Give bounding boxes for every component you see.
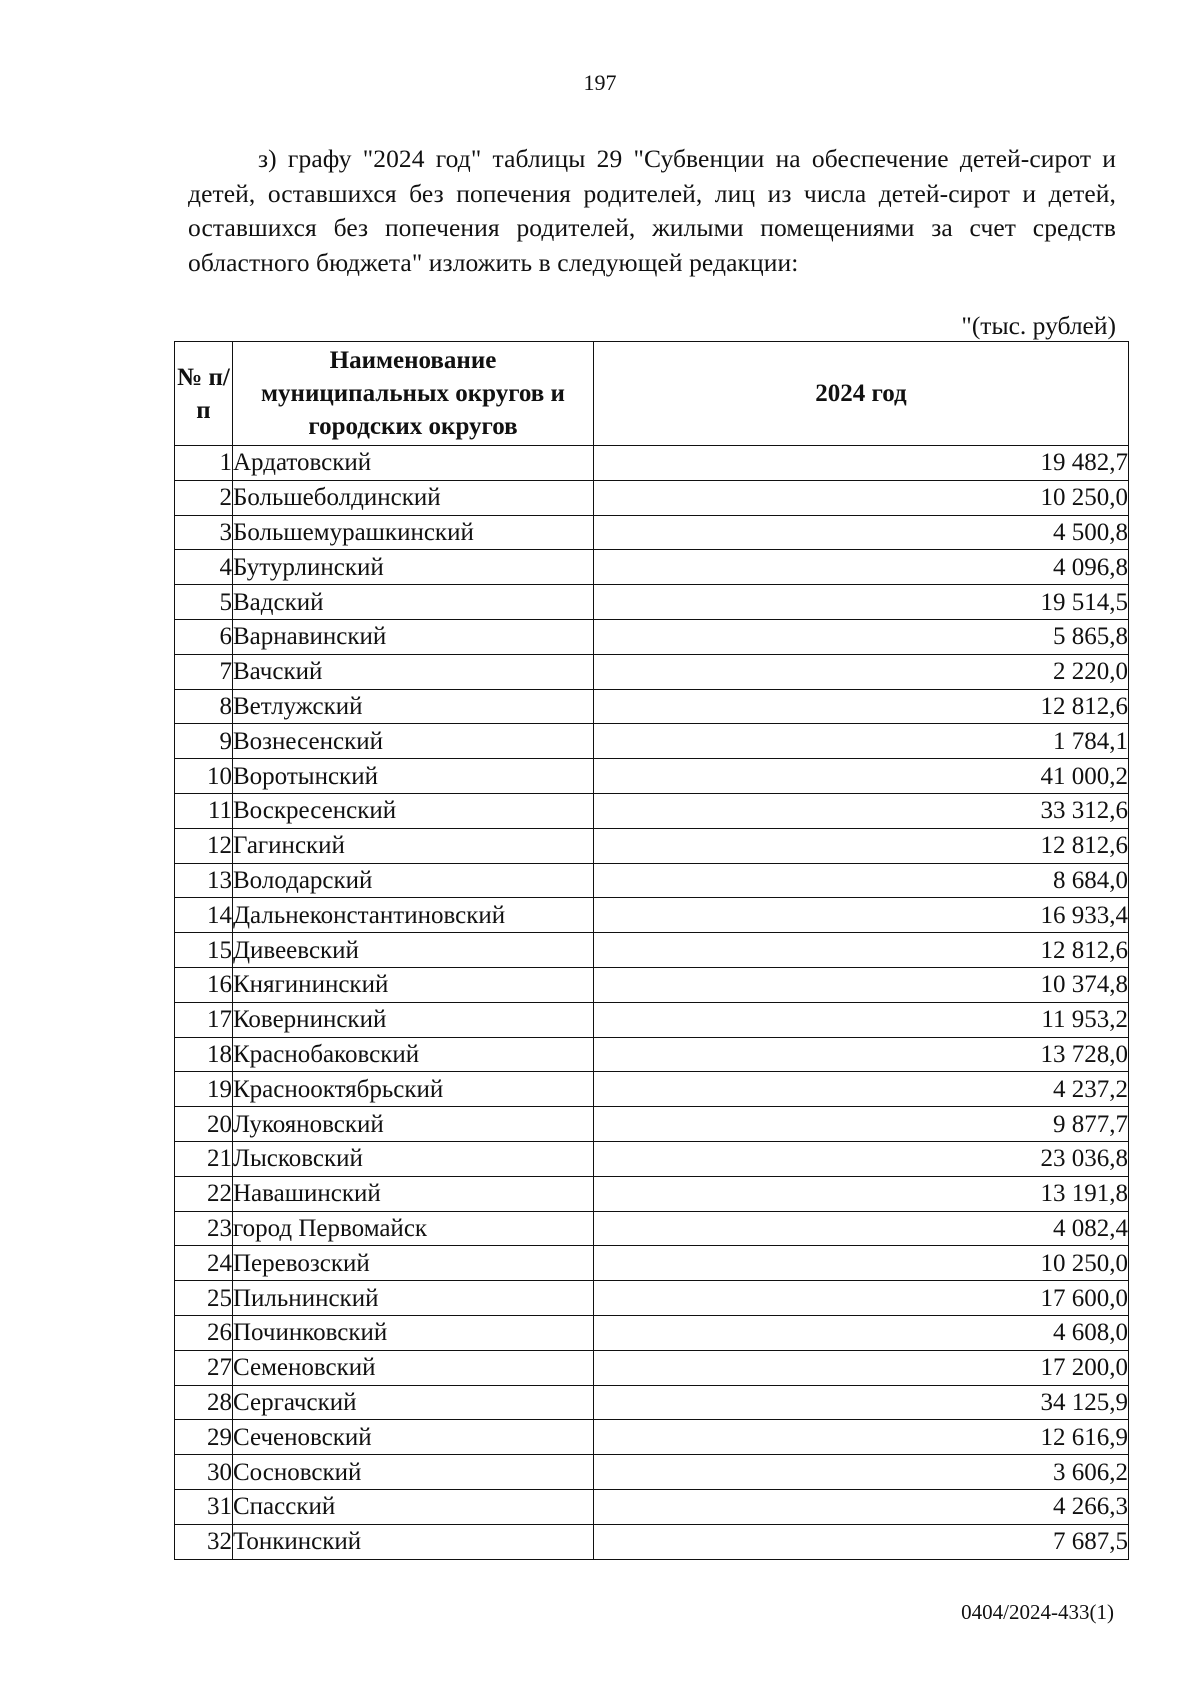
municipality-name: Семеновский — [233, 1350, 594, 1385]
table-row — [175, 793, 1129, 828]
amount-2024: 10 374,8 — [594, 967, 1129, 1002]
municipality-name: Дальнеконстантиновский — [233, 898, 594, 933]
row-number: 9 — [175, 724, 233, 759]
header-num: № п/п — [175, 342, 233, 446]
row-number: 8 — [175, 689, 233, 724]
row-number: 21 — [175, 1141, 233, 1176]
table-body — [175, 446, 1129, 1560]
table-row — [175, 933, 1129, 968]
amount-2024: 10 250,0 — [594, 480, 1129, 515]
table-row — [175, 1420, 1129, 1455]
amount-2024: 17 600,0 — [594, 1281, 1129, 1316]
amount-2024: 12 812,6 — [594, 828, 1129, 863]
municipality-name: Воскресенский — [233, 793, 594, 828]
header-value: 2024 год — [594, 342, 1129, 446]
table-row — [175, 1455, 1129, 1490]
table-row — [175, 1072, 1129, 1107]
table-row — [175, 1315, 1129, 1350]
row-number: 19 — [175, 1072, 233, 1107]
amount-2024: 33 312,6 — [594, 793, 1129, 828]
municipality-name: Вознесенский — [233, 724, 594, 759]
header-name: Наименование муниципальных округов и городских округов — [233, 342, 594, 446]
row-number: 30 — [175, 1455, 233, 1490]
amount-2024: 4 096,8 — [594, 550, 1129, 585]
table-row — [175, 1489, 1129, 1524]
municipality-name: Вадский — [233, 585, 594, 620]
table-row — [175, 446, 1129, 481]
row-number: 32 — [175, 1524, 233, 1559]
amount-2024: 17 200,0 — [594, 1350, 1129, 1385]
row-number: 24 — [175, 1246, 233, 1281]
table-row — [175, 1350, 1129, 1385]
municipality-name: Большеболдинский — [233, 480, 594, 515]
amount-2024: 5 865,8 — [594, 619, 1129, 654]
municipality-name: Сосновский — [233, 1455, 594, 1490]
municipality-name: Пильнинский — [233, 1281, 594, 1316]
amount-2024: 23 036,8 — [594, 1141, 1129, 1176]
table-header-row — [175, 342, 1129, 446]
subvention-table — [174, 341, 1129, 1560]
municipality-name: Лукояновский — [233, 1107, 594, 1142]
amount-2024: 10 250,0 — [594, 1246, 1129, 1281]
amount-2024: 3 606,2 — [594, 1455, 1129, 1490]
row-number: 26 — [175, 1315, 233, 1350]
table-row — [175, 515, 1129, 550]
amount-2024: 34 125,9 — [594, 1385, 1129, 1420]
municipality-name: Володарский — [233, 863, 594, 898]
table-row — [175, 724, 1129, 759]
municipality-name: Сергачский — [233, 1385, 594, 1420]
municipality-name: Тонкинский — [233, 1524, 594, 1559]
amount-2024: 9 877,7 — [594, 1107, 1129, 1142]
amount-2024: 11 953,2 — [594, 1002, 1129, 1037]
row-number: 11 — [175, 793, 233, 828]
municipality-name: Воротынский — [233, 759, 594, 794]
amount-2024: 2 220,0 — [594, 654, 1129, 689]
amount-2024: 1 784,1 — [594, 724, 1129, 759]
row-number: 28 — [175, 1385, 233, 1420]
row-number: 4 — [175, 550, 233, 585]
municipality-name: Ардатовский — [233, 446, 594, 481]
amount-2024: 13 728,0 — [594, 1037, 1129, 1072]
row-number: 16 — [175, 967, 233, 1002]
row-number: 27 — [175, 1350, 233, 1385]
amount-2024: 4 608,0 — [594, 1315, 1129, 1350]
municipality-name: Княгининский — [233, 967, 594, 1002]
row-number: 6 — [175, 619, 233, 654]
table-row — [175, 585, 1129, 620]
municipality-name: Ковернинский — [233, 1002, 594, 1037]
row-number: 1 — [175, 446, 233, 481]
table-row — [175, 898, 1129, 933]
table-row — [175, 1037, 1129, 1072]
municipality-name: Сеченовский — [233, 1420, 594, 1455]
municipality-name: Гагинский — [233, 828, 594, 863]
row-number: 22 — [175, 1176, 233, 1211]
table-row — [175, 967, 1129, 1002]
table-row — [175, 689, 1129, 724]
municipality-name: Варнавинский — [233, 619, 594, 654]
amount-2024: 4 266,3 — [594, 1489, 1129, 1524]
table-row — [175, 1524, 1129, 1559]
municipality-name: Навашинский — [233, 1176, 594, 1211]
municipality-name: Краснобаковский — [233, 1037, 594, 1072]
row-number: 23 — [175, 1211, 233, 1246]
table-row — [175, 654, 1129, 689]
document-code: 0404/2024-433(1) — [961, 1600, 1114, 1624]
table-row — [175, 1211, 1129, 1246]
municipality-name: город Первомайск — [233, 1211, 594, 1246]
municipality-name: Дивеевский — [233, 933, 594, 968]
table-row — [175, 619, 1129, 654]
row-number: 5 — [175, 585, 233, 620]
municipality-name: Перевозский — [233, 1246, 594, 1281]
amount-2024: 19 482,7 — [594, 446, 1129, 481]
page-number: 197 — [583, 70, 617, 95]
amount-2024: 12 812,6 — [594, 689, 1129, 724]
table-row — [175, 1246, 1129, 1281]
amount-2024: 19 514,5 — [594, 585, 1129, 620]
units-label: "(тыс. рублей) — [961, 311, 1116, 340]
table-row — [175, 1281, 1129, 1316]
amount-2024: 12 812,6 — [594, 933, 1129, 968]
row-number: 20 — [175, 1107, 233, 1142]
table-row — [175, 759, 1129, 794]
municipality-name: Вачский — [233, 654, 594, 689]
row-number: 15 — [175, 933, 233, 968]
table-row — [175, 550, 1129, 585]
row-number: 31 — [175, 1489, 233, 1524]
amount-2024: 4 082,4 — [594, 1211, 1129, 1246]
amount-2024: 8 684,0 — [594, 863, 1129, 898]
row-number: 29 — [175, 1420, 233, 1455]
municipality-name: Большемурашкинский — [233, 515, 594, 550]
amount-2024: 16 933,4 — [594, 898, 1129, 933]
row-number: 7 — [175, 654, 233, 689]
table-row — [175, 1141, 1129, 1176]
table-row — [175, 1107, 1129, 1142]
row-number: 12 — [175, 828, 233, 863]
row-number: 18 — [175, 1037, 233, 1072]
table-row — [175, 863, 1129, 898]
amount-2024: 13 191,8 — [594, 1176, 1129, 1211]
table-row — [175, 1002, 1129, 1037]
municipality-name: Лысковский — [233, 1141, 594, 1176]
row-number: 17 — [175, 1002, 233, 1037]
municipality-name: Починковский — [233, 1315, 594, 1350]
row-number: 10 — [175, 759, 233, 794]
table-row — [175, 1385, 1129, 1420]
intro-paragraph: з) графу "2024 год" таблицы 29 "Субвенции на обеспечение детей-сирот и детей, оставшихся без попечения родителей, лиц из числа детей-сирот и детей, оставшихся без попечения родителей, жилыми помещениями за счет средств областного бюджета" изложить в следующей редакции: — [188, 144, 1116, 277]
row-number: 14 — [175, 898, 233, 933]
amount-2024: 7 687,5 — [594, 1524, 1129, 1559]
table-row — [175, 828, 1129, 863]
row-number: 3 — [175, 515, 233, 550]
row-number: 25 — [175, 1281, 233, 1316]
amount-2024: 12 616,9 — [594, 1420, 1129, 1455]
municipality-name: Спасский — [233, 1489, 594, 1524]
table-row — [175, 1176, 1129, 1211]
amount-2024: 41 000,2 — [594, 759, 1129, 794]
municipality-name: Краснооктябрьский — [233, 1072, 594, 1107]
amount-2024: 4 237,2 — [594, 1072, 1129, 1107]
row-number: 2 — [175, 480, 233, 515]
amount-2024: 4 500,8 — [594, 515, 1129, 550]
municipality-name: Ветлужский — [233, 689, 594, 724]
row-number: 13 — [175, 863, 233, 898]
table-row — [175, 480, 1129, 515]
municipality-name: Бутурлинский — [233, 550, 594, 585]
